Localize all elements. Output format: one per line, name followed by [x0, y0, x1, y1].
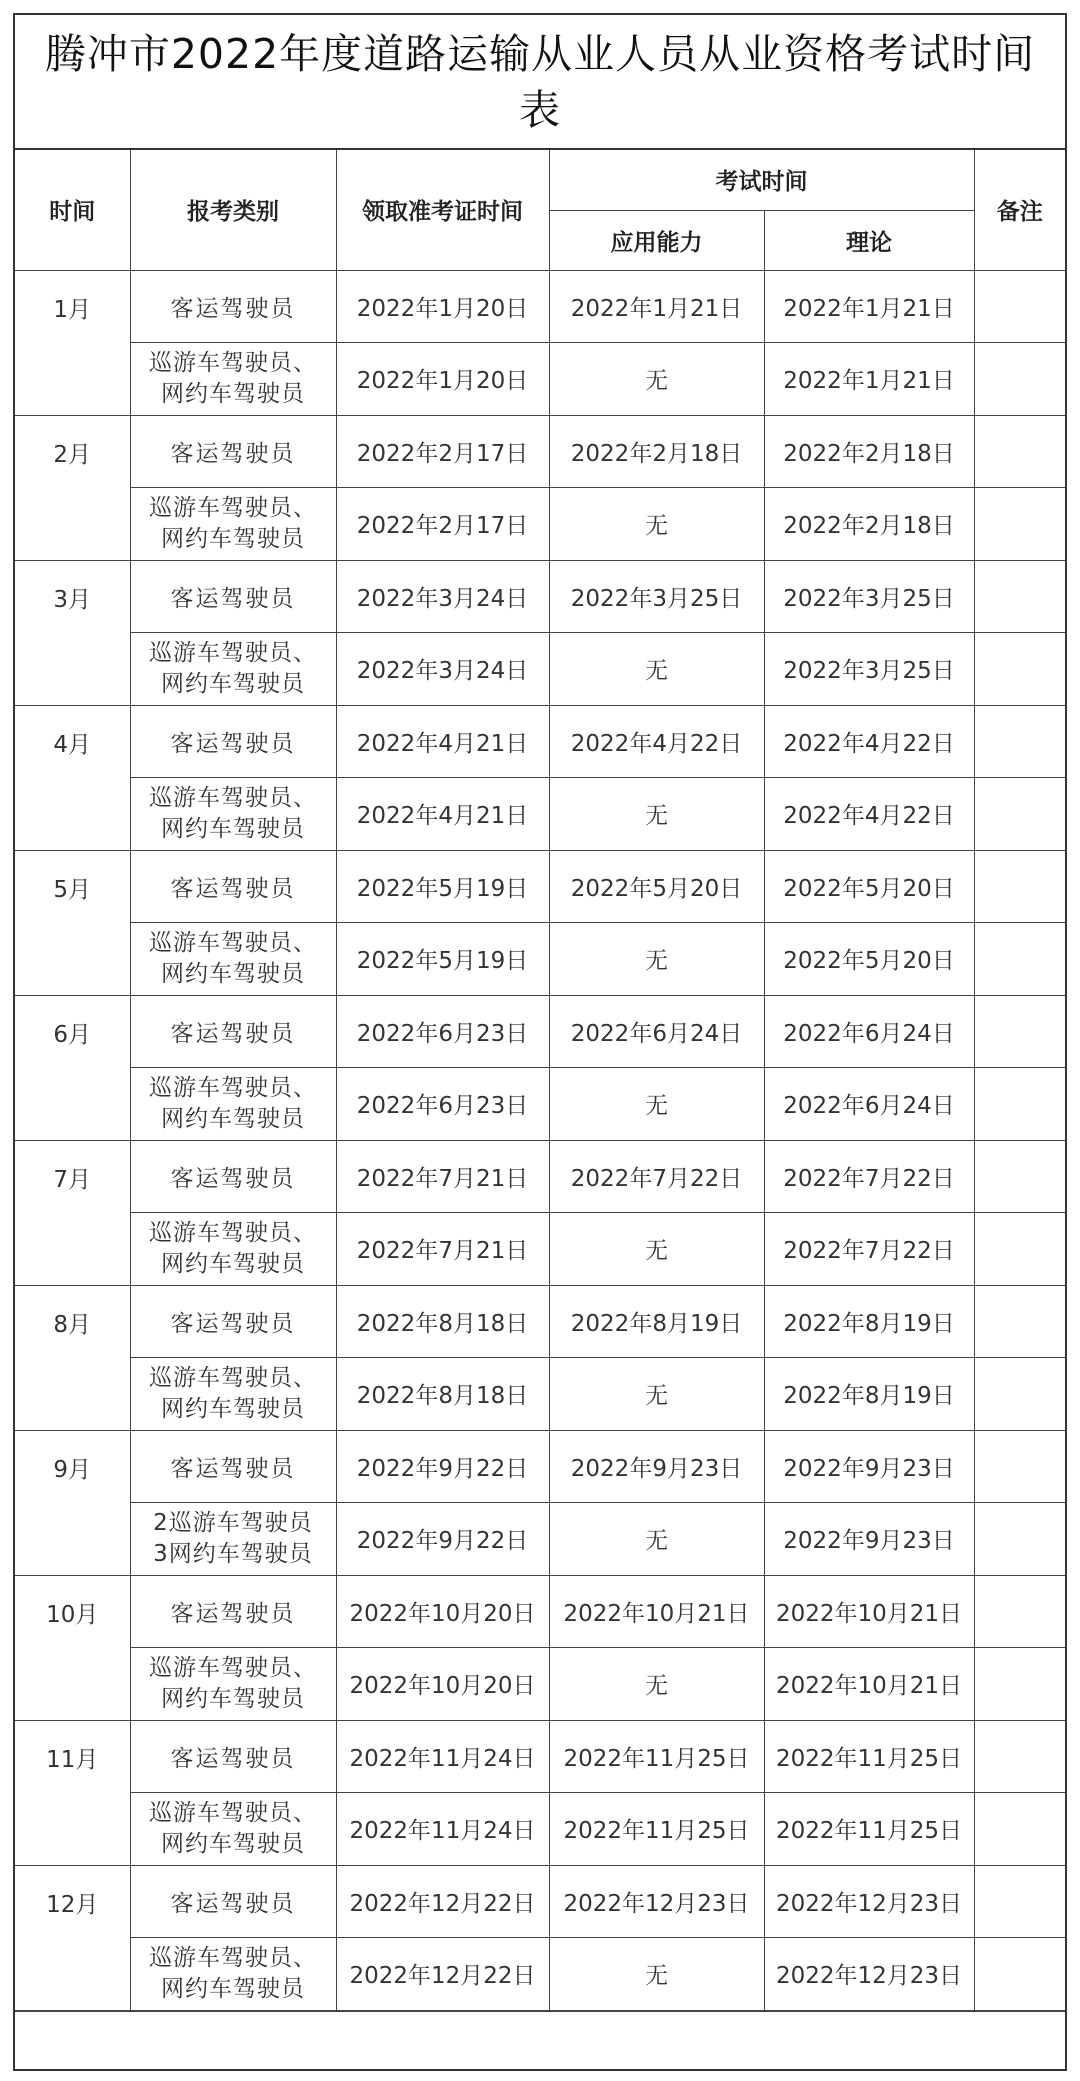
month-cell: 4月 [15, 705, 130, 850]
ticket-time-cell: 2022年10月20日 [336, 1648, 549, 1721]
category-line-1: 2巡游车驾驶员 [153, 1509, 313, 1536]
category-line-1: 巡游车驾驶员、 [149, 1799, 317, 1826]
category-cell [130, 778, 336, 851]
remark-cell [974, 560, 1065, 633]
ticket-time-cell: 2022年4月21日 [336, 778, 549, 851]
table-row [15, 923, 1065, 996]
theory-exam-cell: 2022年10月21日 [764, 1575, 974, 1648]
table-row [15, 1720, 1065, 1793]
category-line-1: 巡游车驾驶员、 [149, 1654, 317, 1681]
category-cell: 客运驾驶员 [130, 995, 336, 1068]
practical-exam-cell: 2022年1月21日 [549, 270, 764, 343]
category-line-2: 网约车驾驶员 [161, 1250, 305, 1277]
ticket-time-cell: 2022年11月24日 [336, 1793, 549, 1866]
ticket-time-cell: 2022年12月22日 [336, 1938, 549, 2011]
category-cell [130, 343, 336, 416]
remark-cell [974, 1140, 1065, 1213]
practical-exam-cell: 2022年3月25日 [549, 560, 764, 633]
remark-cell [974, 1358, 1065, 1431]
practical-exam-cell: 2022年4月22日 [549, 705, 764, 778]
month-cell: 2月 [15, 415, 130, 560]
category-cell: 客运驾驶员 [130, 1865, 336, 1938]
remark-cell [974, 1068, 1065, 1141]
header-theory: 理论 [764, 210, 974, 270]
schedule-table [15, 150, 1065, 2011]
ticket-time-cell: 2022年7月21日 [336, 1140, 549, 1213]
theory-exam-cell: 2022年9月23日 [764, 1503, 974, 1576]
theory-exam-cell: 2022年1月21日 [764, 343, 974, 416]
month-cell: 10月 [15, 1575, 130, 1720]
table-row [15, 1503, 1065, 1576]
month-cell: 12月 [15, 1865, 130, 2010]
table-row [15, 778, 1065, 851]
month-cell: 5月 [15, 850, 130, 995]
month-cell: 6月 [15, 995, 130, 1140]
header-practical: 应用能力 [549, 210, 764, 270]
category-line-2: 网约车驾驶员 [161, 1975, 305, 2002]
table-row [15, 270, 1065, 343]
table-row [15, 1648, 1065, 1721]
category-cell: 客运驾驶员 [130, 1285, 336, 1358]
theory-exam-cell: 2022年2月18日 [764, 488, 974, 561]
practical-exam-cell: 无 [549, 1938, 764, 2011]
practical-exam-cell: 无 [549, 1213, 764, 1286]
remark-cell [974, 488, 1065, 561]
table-row [15, 1938, 1065, 2011]
theory-exam-cell: 2022年11月25日 [764, 1720, 974, 1793]
category-line-2: 网约车驾驶员 [161, 380, 305, 407]
practical-exam-cell: 2022年9月23日 [549, 1430, 764, 1503]
practical-exam-cell: 2022年7月22日 [549, 1140, 764, 1213]
category-line-2: 网约车驾驶员 [161, 1685, 305, 1712]
remark-cell [974, 1938, 1065, 2011]
remark-cell [974, 1285, 1065, 1358]
category-cell [130, 1793, 336, 1866]
theory-exam-cell: 2022年12月23日 [764, 1865, 974, 1938]
remark-cell [974, 923, 1065, 996]
category-cell: 客运驾驶员 [130, 560, 336, 633]
theory-exam-cell: 2022年1月21日 [764, 270, 974, 343]
schedule-sheet [13, 13, 1067, 2071]
category-line-2: 网约车驾驶员 [161, 1105, 305, 1132]
table-row [15, 415, 1065, 488]
remark-cell [974, 1793, 1065, 1866]
remark-cell [974, 850, 1065, 923]
category-cell [130, 923, 336, 996]
ticket-time-cell: 2022年9月22日 [336, 1503, 549, 1576]
practical-exam-cell: 无 [549, 923, 764, 996]
category-line-1: 巡游车驾驶员、 [149, 929, 317, 956]
practical-exam-cell: 2022年5月20日 [549, 850, 764, 923]
table-row [15, 1793, 1065, 1866]
theory-exam-cell: 2022年3月25日 [764, 560, 974, 633]
category-cell: 客运驾驶员 [130, 1575, 336, 1648]
category-line-1: 巡游车驾驶员、 [149, 349, 317, 376]
category-cell: 客运驾驶员 [130, 1720, 336, 1793]
practical-exam-cell: 无 [549, 1068, 764, 1141]
category-line-2: 网约车驾驶员 [161, 815, 305, 842]
category-line-1: 巡游车驾驶员、 [149, 639, 317, 666]
theory-exam-cell: 2022年8月19日 [764, 1358, 974, 1431]
table-row [15, 343, 1065, 416]
ticket-time-cell: 2022年5月19日 [336, 850, 549, 923]
category-cell [130, 1503, 336, 1576]
practical-exam-cell: 无 [549, 1503, 764, 1576]
remark-cell [974, 415, 1065, 488]
category-line-2: 网约车驾驶员 [161, 1395, 305, 1422]
ticket-time-cell: 2022年8月18日 [336, 1358, 549, 1431]
header-row-top [15, 150, 1065, 210]
month-cell: 3月 [15, 560, 130, 705]
remark-cell [974, 995, 1065, 1068]
category-cell: 客运驾驶员 [130, 270, 336, 343]
header-exam-time: 考试时间 [549, 150, 974, 210]
ticket-time-cell: 2022年9月22日 [336, 1430, 549, 1503]
category-cell: 客运驾驶员 [130, 850, 336, 923]
table-row [15, 633, 1065, 706]
category-line-2: 网约车驾驶员 [161, 670, 305, 697]
theory-exam-cell: 2022年3月25日 [764, 633, 974, 706]
theory-exam-cell: 2022年7月22日 [764, 1213, 974, 1286]
table-row [15, 488, 1065, 561]
remark-cell [974, 270, 1065, 343]
remark-cell [974, 778, 1065, 851]
header-time: 时间 [15, 150, 130, 270]
practical-exam-cell: 2022年11月25日 [549, 1793, 764, 1866]
practical-exam-cell: 无 [549, 343, 764, 416]
table-row [15, 995, 1065, 1068]
month-cell: 7月 [15, 1140, 130, 1285]
table-row [15, 1285, 1065, 1358]
practical-exam-cell: 无 [549, 778, 764, 851]
category-cell [130, 1213, 336, 1286]
category-cell [130, 1648, 336, 1721]
ticket-time-cell: 2022年3月24日 [336, 560, 549, 633]
ticket-time-cell: 2022年6月23日 [336, 1068, 549, 1141]
category-cell: 客运驾驶员 [130, 1140, 336, 1213]
category-cell [130, 1068, 336, 1141]
category-line-1: 巡游车驾驶员、 [149, 1074, 317, 1101]
ticket-time-cell: 2022年7月21日 [336, 1213, 549, 1286]
theory-exam-cell: 2022年9月23日 [764, 1430, 974, 1503]
table-row [15, 1865, 1065, 1938]
practical-exam-cell: 2022年6月24日 [549, 995, 764, 1068]
category-line-2: 网约车驾驶员 [161, 525, 305, 552]
practical-exam-cell: 无 [549, 1358, 764, 1431]
category-cell: 客运驾驶员 [130, 705, 336, 778]
ticket-time-cell: 2022年12月22日 [336, 1865, 549, 1938]
table-row [15, 705, 1065, 778]
table-row [15, 1575, 1065, 1648]
theory-exam-cell: 2022年6月24日 [764, 1068, 974, 1141]
theory-exam-cell: 2022年7月22日 [764, 1140, 974, 1213]
category-cell: 客运驾驶员 [130, 415, 336, 488]
remark-cell [974, 1648, 1065, 1721]
category-cell [130, 488, 336, 561]
category-cell [130, 633, 336, 706]
theory-exam-cell: 2022年12月23日 [764, 1938, 974, 2011]
ticket-time-cell: 2022年1月20日 [336, 270, 549, 343]
month-cell: 9月 [15, 1430, 130, 1575]
theory-exam-cell: 2022年8月19日 [764, 1285, 974, 1358]
header-category: 报考类别 [130, 150, 336, 270]
ticket-time-cell: 2022年2月17日 [336, 415, 549, 488]
page-title: 腾冲市2022年度道路运输从业人员从业资格考试时间表 [15, 15, 1065, 150]
table-row [15, 1213, 1065, 1286]
category-cell [130, 1938, 336, 2011]
practical-exam-cell: 2022年11月25日 [549, 1720, 764, 1793]
category-cell [130, 1358, 336, 1431]
remark-cell [974, 1865, 1065, 1938]
ticket-time-cell: 2022年8月18日 [336, 1285, 549, 1358]
ticket-time-cell: 2022年2月17日 [336, 488, 549, 561]
month-cell: 11月 [15, 1720, 130, 1865]
practical-exam-cell: 2022年10月21日 [549, 1575, 764, 1648]
ticket-time-cell: 2022年4月21日 [336, 705, 549, 778]
category-line-2: 网约车驾驶员 [161, 1830, 305, 1857]
header-ticket-time: 领取准考证时间 [336, 150, 549, 270]
ticket-time-cell: 2022年5月19日 [336, 923, 549, 996]
theory-exam-cell: 2022年2月18日 [764, 415, 974, 488]
theory-exam-cell: 2022年4月22日 [764, 778, 974, 851]
table-row [15, 1358, 1065, 1431]
schedule-body [15, 270, 1065, 2010]
ticket-time-cell: 2022年11月24日 [336, 1720, 549, 1793]
theory-exam-cell: 2022年5月20日 [764, 850, 974, 923]
remark-cell [974, 1213, 1065, 1286]
category-line-1: 巡游车驾驶员、 [149, 784, 317, 811]
practical-exam-cell: 2022年2月18日 [549, 415, 764, 488]
practical-exam-cell: 无 [549, 488, 764, 561]
practical-exam-cell: 2022年12月23日 [549, 1865, 764, 1938]
category-cell: 客运驾驶员 [130, 1430, 336, 1503]
category-line-1: 巡游车驾驶员、 [149, 1944, 317, 1971]
blank-footer-row [15, 2011, 1065, 2074]
ticket-time-cell: 2022年6月23日 [336, 995, 549, 1068]
theory-exam-cell: 2022年6月24日 [764, 995, 974, 1068]
ticket-time-cell: 2022年1月20日 [336, 343, 549, 416]
theory-exam-cell: 2022年5月20日 [764, 923, 974, 996]
table-row [15, 1430, 1065, 1503]
table-row [15, 560, 1065, 633]
category-line-1: 巡游车驾驶员、 [149, 494, 317, 521]
table-row [15, 1068, 1065, 1141]
table-row [15, 1140, 1065, 1213]
practical-exam-cell: 无 [549, 633, 764, 706]
theory-exam-cell: 2022年10月21日 [764, 1648, 974, 1721]
remark-cell [974, 1575, 1065, 1648]
month-cell: 1月 [15, 270, 130, 415]
theory-exam-cell: 2022年11月25日 [764, 1793, 974, 1866]
month-cell: 8月 [15, 1285, 130, 1430]
remark-cell [974, 705, 1065, 778]
ticket-time-cell: 2022年10月20日 [336, 1575, 549, 1648]
remark-cell [974, 1430, 1065, 1503]
ticket-time-cell: 2022年3月24日 [336, 633, 549, 706]
remark-cell [974, 633, 1065, 706]
remark-cell [974, 1720, 1065, 1793]
table-row [15, 850, 1065, 923]
category-line-1: 巡游车驾驶员、 [149, 1364, 317, 1391]
header-remark: 备注 [974, 150, 1065, 270]
remark-cell [974, 343, 1065, 416]
remark-cell [974, 1503, 1065, 1576]
practical-exam-cell: 无 [549, 1648, 764, 1721]
category-line-2: 3网约车驾驶员 [153, 1540, 313, 1567]
practical-exam-cell: 2022年8月19日 [549, 1285, 764, 1358]
category-line-2: 网约车驾驶员 [161, 960, 305, 987]
theory-exam-cell: 2022年4月22日 [764, 705, 974, 778]
category-line-1: 巡游车驾驶员、 [149, 1219, 317, 1246]
